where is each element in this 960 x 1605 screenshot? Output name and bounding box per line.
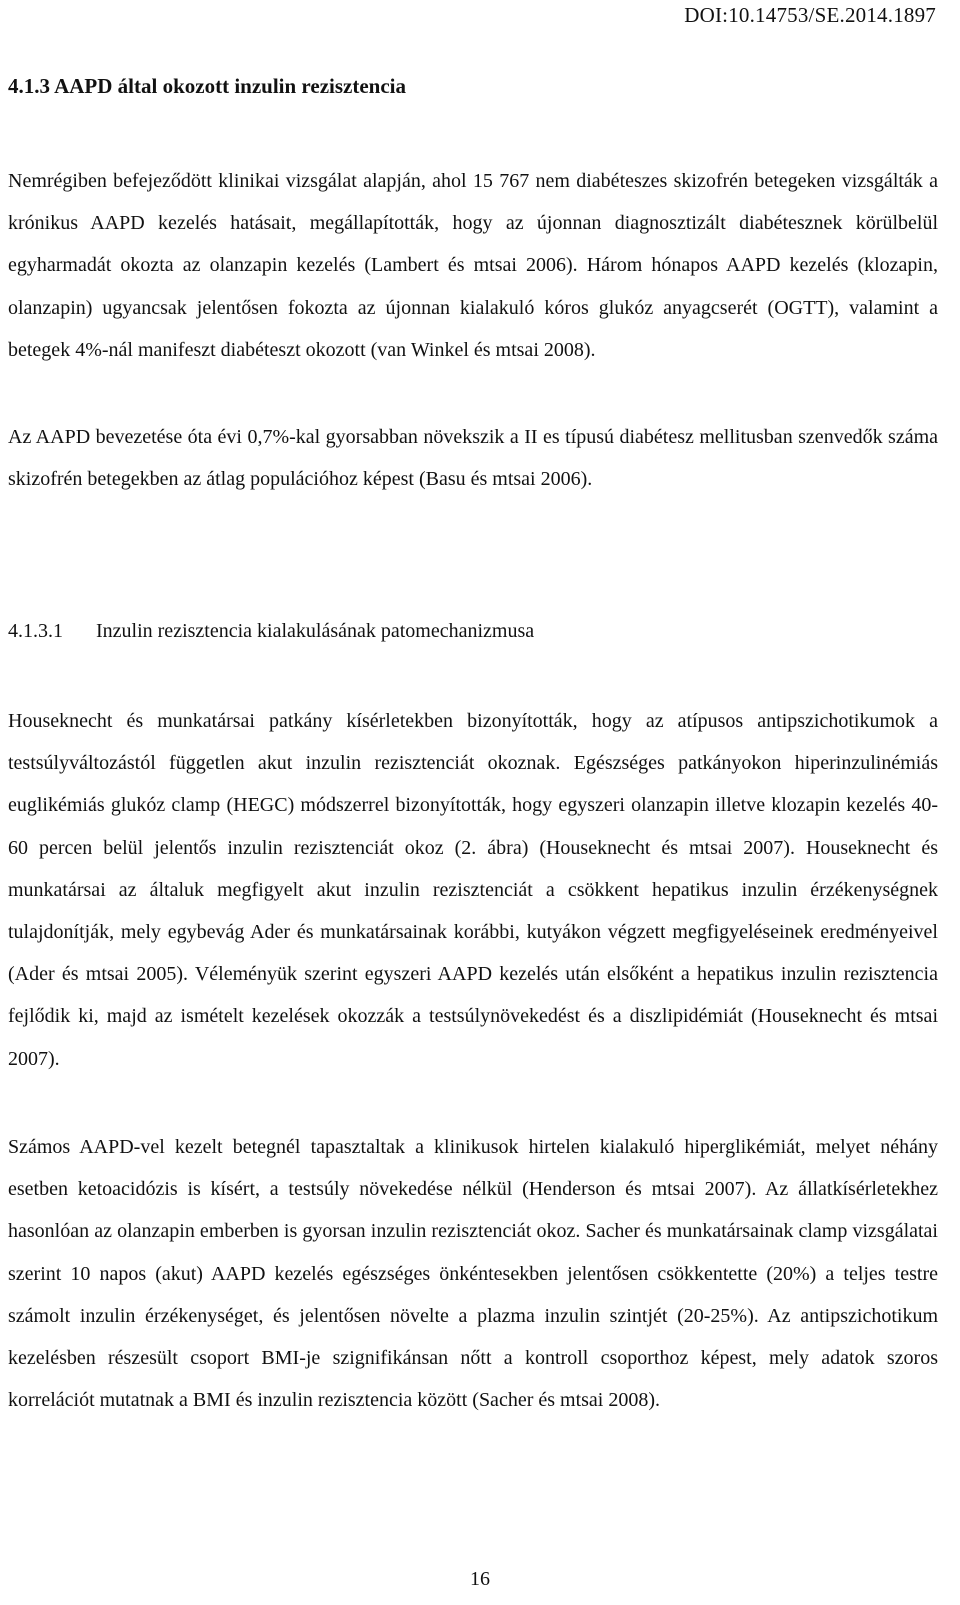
doi-header: DOI:10.14753/SE.2014.1897 bbox=[684, 3, 936, 27]
section-paragraph-1: Nemrégiben befejeződött klinikai vizsgálat alapján, ahol 15 767 nem diabéteszes skizofrén betegeken vizsgálták a krónikus AAPD kezelés hatásait, megállapították, hogy az újonnan diagnosztizált diabétesznek körülbelül egyharmadát okozta az olanzapin kezelés (Lambert és mtsai 2006). Három hónapos AAPD kezelés (klozapin, olanzapin) ugyancsak jelentősen fokozta az újonnan kialakuló kóros glukóz anyagcserét (OGTT), valamint a betegek 4%-nál manifeszt diabéteszt okozott (van Winkel és mtsai 2008). bbox=[8, 170, 938, 361]
subsection-paragraph-1: Houseknecht és munkatársai patkány kísérletekben bizonyították, hogy az atípusos antipszichotikumok a testsúlyváltozástól független akut inzulin rezisztenciát okoznak. Egészséges patkányokon hiperinzulinémiás euglikémiás glukóz clamp (HEGC) módszerrel bizonyították, hogy egyszeri olanzapin illetve klozapin kezelés 40-60 percen belül jelentős inzulin rezisztenciát okoz (2. ábra) (Houseknecht és mtsai 2007). Houseknecht és munkatársai az általuk megfigyelt akut inzulin rezisztenciát a csökkent hepatikus inzulin érzékenységnek tulajdonítják, mely egybevág Ader és munkatársainak korábbi, kutyákon végzett megfigyeléseinek eredményeivel (Ader és mtsai 2005). Véleményük szerint egyszeri AAPD kezelés után elsőként a hepatikus inzulin rezisztencia fejlődik ki, majd az ismételt kezelések okozzák a testsúlynövekedést és a diszlipidémiát (Houseknecht és mtsai 2007). bbox=[8, 710, 938, 1070]
subsection-number: 4.1.3.1 bbox=[8, 620, 63, 642]
section-heading: 4.1.3 AAPD által okozott inzulin rezisztencia bbox=[8, 74, 406, 98]
subsection-title: Inzulin rezisztencia kialakulásának patomechanizmusa bbox=[96, 620, 535, 642]
subsection-heading bbox=[8, 620, 534, 643]
subsection-paragraph-2: Számos AAPD-vel kezelt betegnél tapasztaltak a klinikusok hirtelen kialakuló hiperglikémiát, melyet néhány esetben ketoacidózis is kísért, a testsúly növekedése nélkül (Henderson és mtsai 2007). Az állatkísérletekhez hasonlóan az olanzapin emberben is gyorsan inzulin rezisztenciát okoz. Sacher és munkatársainak clamp vizsgálatai szerint 10 napos (akut) AAPD kezelés egészséges önkéntesekben jelentősen csökkentette (20%) a teljes testre számolt inzulin érzékenységet, és jelentősen növelte a plazma inzulin szintjét (20-25%). Az antipszichotikum kezelésben részesült csoport BMI-je szignifikánsan nőtt a kontroll csoporthoz képest, mely adatok szoros korrelációt mutatnak a BMI és inzulin rezisztencia között (Sacher és mtsai 2008). bbox=[8, 1136, 938, 1412]
page-number: 16 bbox=[470, 1568, 490, 1590]
section-paragraph-2: Az AAPD bevezetése óta évi 0,7%-kal gyorsabban növekszik a II es típusú diabétesz mellitusban szenvedők száma skizofrén betegekben az átlag populációhoz képest (Basu és mtsai 2006). bbox=[8, 426, 938, 491]
